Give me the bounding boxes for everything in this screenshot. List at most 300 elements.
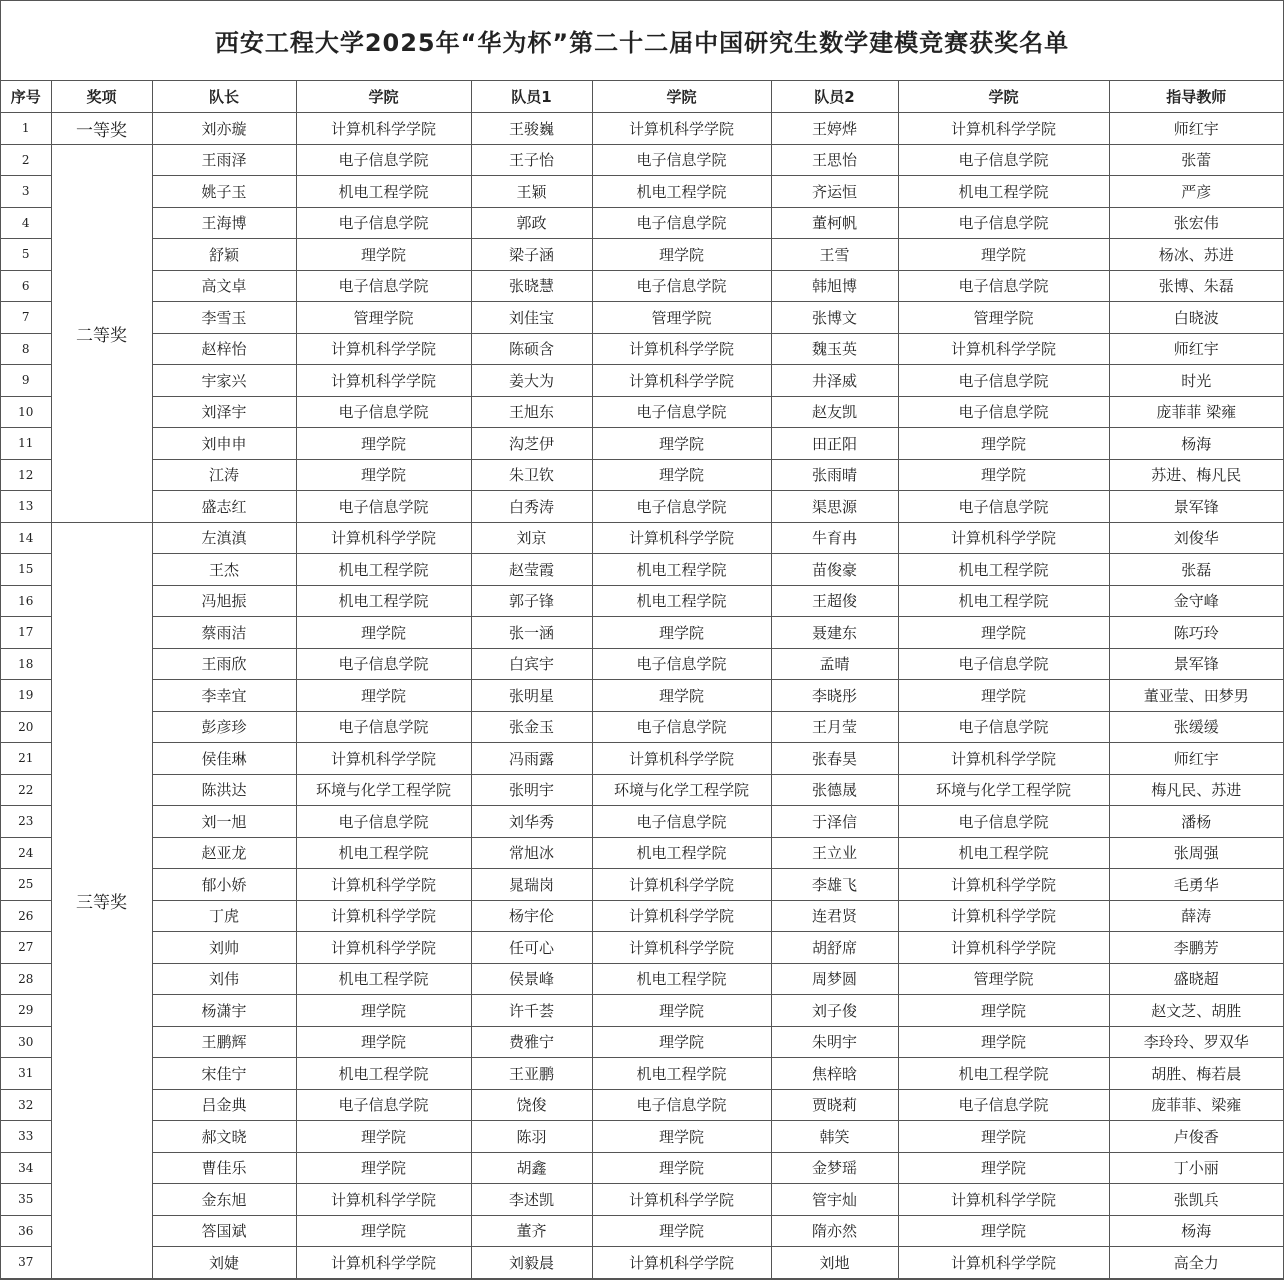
table-row xyxy=(1,932,1283,964)
captain-college-cell: 理学院 xyxy=(296,680,471,712)
seq-cell: 21 xyxy=(1,743,51,775)
member2-college-cell: 计算机科学学院 xyxy=(898,1247,1109,1279)
table-body xyxy=(1,113,1283,1279)
member1-cell: 白秀涛 xyxy=(471,491,592,523)
captain-college-cell: 计算机科学学院 xyxy=(296,522,471,554)
member2-cell: 张雨晴 xyxy=(771,459,898,491)
captain-cell: 王鹏辉 xyxy=(152,1026,296,1058)
member2-cell: 王雪 xyxy=(771,239,898,271)
captain-college-cell: 机电工程学院 xyxy=(296,176,471,208)
member2-college-cell: 电子信息学院 xyxy=(898,365,1109,397)
seq-cell: 33 xyxy=(1,1121,51,1153)
captain-cell: 左滇滇 xyxy=(152,522,296,554)
seq-cell: 8 xyxy=(1,333,51,365)
captain-cell: 侯佳琳 xyxy=(152,743,296,775)
member1-college-cell: 计算机科学学院 xyxy=(592,869,771,901)
member1-cell: 王亚鹏 xyxy=(471,1058,592,1090)
member1-cell: 王子怡 xyxy=(471,144,592,176)
member2-college-cell: 电子信息学院 xyxy=(898,144,1109,176)
member1-cell: 董齐 xyxy=(471,1215,592,1247)
member2-college-cell: 计算机科学学院 xyxy=(898,869,1109,901)
advisor-cell: 李鹏芳 xyxy=(1109,932,1283,964)
award-table xyxy=(1,81,1283,1279)
member2-college-cell: 电子信息学院 xyxy=(898,491,1109,523)
captain-cell: 王杰 xyxy=(152,554,296,586)
member2-cell: 李雄飞 xyxy=(771,869,898,901)
seq-cell: 25 xyxy=(1,869,51,901)
seq-cell: 35 xyxy=(1,1184,51,1216)
captain-college-cell: 机电工程学院 xyxy=(296,963,471,995)
advisor-cell: 梅凡民、苏进 xyxy=(1109,774,1283,806)
seq-cell: 18 xyxy=(1,648,51,680)
captain-cell: 赵亚龙 xyxy=(152,837,296,869)
member2-college-cell: 环境与化学工程学院 xyxy=(898,774,1109,806)
member1-cell: 刘华秀 xyxy=(471,806,592,838)
seq-cell: 32 xyxy=(1,1089,51,1121)
member2-college-cell: 电子信息学院 xyxy=(898,1089,1109,1121)
advisor-cell: 师红宇 xyxy=(1109,113,1283,145)
captain-cell: 陈洪达 xyxy=(152,774,296,806)
member1-college-cell: 理学院 xyxy=(592,239,771,271)
header-member2: 队员2 xyxy=(771,81,898,113)
member1-college-cell: 计算机科学学院 xyxy=(592,1247,771,1279)
seq-cell: 34 xyxy=(1,1152,51,1184)
member2-cell: 王超俊 xyxy=(771,585,898,617)
member1-college-cell: 计算机科学学院 xyxy=(592,932,771,964)
member1-college-cell: 理学院 xyxy=(592,459,771,491)
member1-cell: 常旭冰 xyxy=(471,837,592,869)
captain-college-cell: 理学院 xyxy=(296,617,471,649)
advisor-cell: 时光 xyxy=(1109,365,1283,397)
member1-college-cell: 计算机科学学院 xyxy=(592,333,771,365)
member2-college-cell: 电子信息学院 xyxy=(898,396,1109,428)
captain-college-cell: 计算机科学学院 xyxy=(296,743,471,775)
member2-cell: 苗俊豪 xyxy=(771,554,898,586)
header-captain: 队长 xyxy=(152,81,296,113)
captain-cell: 丁虎 xyxy=(152,900,296,932)
member1-cell: 冯雨露 xyxy=(471,743,592,775)
member2-cell: 齐运恒 xyxy=(771,176,898,208)
advisor-cell: 张博、朱磊 xyxy=(1109,270,1283,302)
member1-college-cell: 电子信息学院 xyxy=(592,648,771,680)
award-cell: 一等奖 xyxy=(51,113,152,145)
member1-college-cell: 机电工程学院 xyxy=(592,176,771,208)
captain-college-cell: 理学院 xyxy=(296,428,471,460)
table-row xyxy=(1,239,1283,271)
member2-cell: 李晓彤 xyxy=(771,680,898,712)
advisor-cell: 张周强 xyxy=(1109,837,1283,869)
advisor-cell: 张宏伟 xyxy=(1109,207,1283,239)
advisor-cell: 盛晓超 xyxy=(1109,963,1283,995)
advisor-cell: 张缓缓 xyxy=(1109,711,1283,743)
seq-cell: 20 xyxy=(1,711,51,743)
member2-cell: 韩笑 xyxy=(771,1121,898,1153)
seq-cell: 14 xyxy=(1,522,51,554)
advisor-cell: 苏进、梅凡民 xyxy=(1109,459,1283,491)
member2-college-cell: 管理学院 xyxy=(898,302,1109,334)
table-row xyxy=(1,522,1283,554)
table-row xyxy=(1,144,1283,176)
table-row xyxy=(1,270,1283,302)
table-row xyxy=(1,1089,1283,1121)
captain-cell: 李雪玉 xyxy=(152,302,296,334)
member1-cell: 王旭东 xyxy=(471,396,592,428)
captain-college-cell: 电子信息学院 xyxy=(296,270,471,302)
member1-college-cell: 电子信息学院 xyxy=(592,207,771,239)
header-member2-college: 学院 xyxy=(898,81,1109,113)
seq-cell: 10 xyxy=(1,396,51,428)
member2-cell: 隋亦然 xyxy=(771,1215,898,1247)
captain-cell: 刘帅 xyxy=(152,932,296,964)
member1-cell: 张明宇 xyxy=(471,774,592,806)
captain-college-cell: 计算机科学学院 xyxy=(296,900,471,932)
captain-college-cell: 计算机科学学院 xyxy=(296,365,471,397)
advisor-cell: 张磊 xyxy=(1109,554,1283,586)
member2-college-cell: 电子信息学院 xyxy=(898,711,1109,743)
header-captain-college: 学院 xyxy=(296,81,471,113)
seq-cell: 17 xyxy=(1,617,51,649)
member1-cell: 费雅宁 xyxy=(471,1026,592,1058)
seq-cell: 36 xyxy=(1,1215,51,1247)
captain-college-cell: 电子信息学院 xyxy=(296,648,471,680)
member2-college-cell: 理学院 xyxy=(898,239,1109,271)
member1-college-cell: 电子信息学院 xyxy=(592,1089,771,1121)
advisor-cell: 丁小丽 xyxy=(1109,1152,1283,1184)
captain-cell: 刘伟 xyxy=(152,963,296,995)
member2-college-cell: 理学院 xyxy=(898,1026,1109,1058)
captain-cell: 高文卓 xyxy=(152,270,296,302)
member1-college-cell: 理学院 xyxy=(592,1121,771,1153)
member1-college-cell: 计算机科学学院 xyxy=(592,1184,771,1216)
member1-cell: 任可心 xyxy=(471,932,592,964)
captain-cell: 王海博 xyxy=(152,207,296,239)
captain-college-cell: 计算机科学学院 xyxy=(296,1184,471,1216)
table-row xyxy=(1,333,1283,365)
advisor-cell: 赵文芝、胡胜 xyxy=(1109,995,1283,1027)
captain-cell: 江涛 xyxy=(152,459,296,491)
seq-cell: 37 xyxy=(1,1247,51,1279)
table-row xyxy=(1,900,1283,932)
award-cell: 二等奖 xyxy=(51,144,152,522)
captain-cell: 刘婕 xyxy=(152,1247,296,1279)
member1-college-cell: 理学院 xyxy=(592,1152,771,1184)
member1-college-cell: 机电工程学院 xyxy=(592,1058,771,1090)
captain-college-cell: 理学院 xyxy=(296,995,471,1027)
member1-cell: 张金玉 xyxy=(471,711,592,743)
captain-college-cell: 电子信息学院 xyxy=(296,207,471,239)
member2-cell: 管宇灿 xyxy=(771,1184,898,1216)
member1-college-cell: 计算机科学学院 xyxy=(592,522,771,554)
captain-cell: 刘申申 xyxy=(152,428,296,460)
header-advisor: 指导教师 xyxy=(1109,81,1283,113)
table-row xyxy=(1,207,1283,239)
table-row xyxy=(1,774,1283,806)
header-seq: 序号 xyxy=(1,81,51,113)
seq-cell: 29 xyxy=(1,995,51,1027)
table-row xyxy=(1,963,1283,995)
member2-college-cell: 机电工程学院 xyxy=(898,176,1109,208)
seq-cell: 19 xyxy=(1,680,51,712)
advisor-cell: 景军锋 xyxy=(1109,491,1283,523)
captain-college-cell: 理学院 xyxy=(296,1215,471,1247)
member2-cell: 张春昊 xyxy=(771,743,898,775)
seq-cell: 16 xyxy=(1,585,51,617)
captain-college-cell: 电子信息学院 xyxy=(296,491,471,523)
member1-college-cell: 电子信息学院 xyxy=(592,491,771,523)
member1-cell: 晁瑞岗 xyxy=(471,869,592,901)
advisor-cell: 庞菲菲、梁雍 xyxy=(1109,1089,1283,1121)
member1-college-cell: 计算机科学学院 xyxy=(592,743,771,775)
table-row xyxy=(1,1026,1283,1058)
member2-college-cell: 电子信息学院 xyxy=(898,207,1109,239)
table-row xyxy=(1,711,1283,743)
captain-college-cell: 理学院 xyxy=(296,1152,471,1184)
member1-cell: 胡鑫 xyxy=(471,1152,592,1184)
member1-cell: 郭政 xyxy=(471,207,592,239)
captain-college-cell: 电子信息学院 xyxy=(296,1089,471,1121)
seq-cell: 13 xyxy=(1,491,51,523)
member1-cell: 饶俊 xyxy=(471,1089,592,1121)
member2-college-cell: 理学院 xyxy=(898,617,1109,649)
member1-cell: 杨宇伦 xyxy=(471,900,592,932)
captain-cell: 吕金典 xyxy=(152,1089,296,1121)
advisor-cell: 杨冰、苏进 xyxy=(1109,239,1283,271)
member1-college-cell: 理学院 xyxy=(592,995,771,1027)
member1-cell: 刘佳宝 xyxy=(471,302,592,334)
advisor-cell: 庞菲菲 梁雍 xyxy=(1109,396,1283,428)
captain-college-cell: 电子信息学院 xyxy=(296,711,471,743)
captain-cell: 刘泽宇 xyxy=(152,396,296,428)
advisor-cell: 刘俊华 xyxy=(1109,522,1283,554)
seq-cell: 31 xyxy=(1,1058,51,1090)
member2-cell: 赵友凯 xyxy=(771,396,898,428)
captain-college-cell: 环境与化学工程学院 xyxy=(296,774,471,806)
captain-cell: 答国斌 xyxy=(152,1215,296,1247)
captain-college-cell: 理学院 xyxy=(296,239,471,271)
member1-cell: 梁子涵 xyxy=(471,239,592,271)
member1-college-cell: 机电工程学院 xyxy=(592,963,771,995)
table-row xyxy=(1,1152,1283,1184)
header-award: 奖项 xyxy=(51,81,152,113)
advisor-cell: 李玲玲、罗双华 xyxy=(1109,1026,1283,1058)
captain-cell: 杨潇宇 xyxy=(152,995,296,1027)
seq-cell: 7 xyxy=(1,302,51,334)
captain-college-cell: 机电工程学院 xyxy=(296,585,471,617)
member1-college-cell: 机电工程学院 xyxy=(592,554,771,586)
member1-college-cell: 理学院 xyxy=(592,617,771,649)
captain-cell: 刘亦璇 xyxy=(152,113,296,145)
member2-college-cell: 管理学院 xyxy=(898,963,1109,995)
member2-college-cell: 理学院 xyxy=(898,428,1109,460)
member2-college-cell: 电子信息学院 xyxy=(898,270,1109,302)
member2-cell: 张博文 xyxy=(771,302,898,334)
captain-college-cell: 电子信息学院 xyxy=(296,144,471,176)
member2-cell: 焦梓晗 xyxy=(771,1058,898,1090)
captain-cell: 盛志红 xyxy=(152,491,296,523)
seq-cell: 1 xyxy=(1,113,51,145)
member1-cell: 王颖 xyxy=(471,176,592,208)
advisor-cell: 潘杨 xyxy=(1109,806,1283,838)
seq-cell: 6 xyxy=(1,270,51,302)
table-row xyxy=(1,302,1283,334)
advisor-cell: 景军锋 xyxy=(1109,648,1283,680)
captain-cell: 蔡雨洁 xyxy=(152,617,296,649)
seq-cell: 23 xyxy=(1,806,51,838)
captain-cell: 曹佳乐 xyxy=(152,1152,296,1184)
member2-college-cell: 计算机科学学院 xyxy=(898,743,1109,775)
captain-cell: 宇家兴 xyxy=(152,365,296,397)
member2-cell: 聂建东 xyxy=(771,617,898,649)
table-row xyxy=(1,554,1283,586)
table-row xyxy=(1,617,1283,649)
advisor-cell: 师红宇 xyxy=(1109,333,1283,365)
captain-cell: 舒颖 xyxy=(152,239,296,271)
table-row xyxy=(1,113,1283,145)
captain-college-cell: 机电工程学院 xyxy=(296,554,471,586)
member1-college-cell: 电子信息学院 xyxy=(592,270,771,302)
captain-college-cell: 理学院 xyxy=(296,1026,471,1058)
captain-college-cell: 电子信息学院 xyxy=(296,806,471,838)
header-member1: 队员1 xyxy=(471,81,592,113)
member1-college-cell: 机电工程学院 xyxy=(592,585,771,617)
member2-cell: 渠思源 xyxy=(771,491,898,523)
member2-cell: 牛育冉 xyxy=(771,522,898,554)
member2-cell: 王思怡 xyxy=(771,144,898,176)
table-row xyxy=(1,1121,1283,1153)
advisor-cell: 严彦 xyxy=(1109,176,1283,208)
member1-cell: 郭子锋 xyxy=(471,585,592,617)
member1-cell: 刘京 xyxy=(471,522,592,554)
member2-cell: 王立业 xyxy=(771,837,898,869)
advisor-cell: 杨海 xyxy=(1109,1215,1283,1247)
captain-cell: 姚子玉 xyxy=(152,176,296,208)
table-row xyxy=(1,176,1283,208)
member2-college-cell: 机电工程学院 xyxy=(898,1058,1109,1090)
member1-college-cell: 机电工程学院 xyxy=(592,837,771,869)
table-row xyxy=(1,648,1283,680)
captain-college-cell: 机电工程学院 xyxy=(296,837,471,869)
member2-cell: 王月莹 xyxy=(771,711,898,743)
advisor-cell: 师红宇 xyxy=(1109,743,1283,775)
seq-cell: 24 xyxy=(1,837,51,869)
table-row xyxy=(1,396,1283,428)
member2-cell: 连君贤 xyxy=(771,900,898,932)
table-row xyxy=(1,869,1283,901)
captain-cell: 王雨欣 xyxy=(152,648,296,680)
member1-cell: 陈硕含 xyxy=(471,333,592,365)
table-header-row xyxy=(1,81,1283,113)
captain-cell: 刘一旭 xyxy=(152,806,296,838)
advisor-cell: 胡胜、梅若晨 xyxy=(1109,1058,1283,1090)
table-row xyxy=(1,1215,1283,1247)
captain-college-cell: 电子信息学院 xyxy=(296,396,471,428)
member2-college-cell: 理学院 xyxy=(898,1215,1109,1247)
captain-cell: 郝文晓 xyxy=(152,1121,296,1153)
member2-cell: 刘地 xyxy=(771,1247,898,1279)
member1-college-cell: 环境与化学工程学院 xyxy=(592,774,771,806)
seq-cell: 12 xyxy=(1,459,51,491)
table-row xyxy=(1,459,1283,491)
captain-college-cell: 理学院 xyxy=(296,1121,471,1153)
table-row xyxy=(1,428,1283,460)
seq-cell: 3 xyxy=(1,176,51,208)
advisor-cell: 杨海 xyxy=(1109,428,1283,460)
captain-cell: 宋佳宁 xyxy=(152,1058,296,1090)
table-row xyxy=(1,365,1283,397)
member1-college-cell: 计算机科学学院 xyxy=(592,365,771,397)
seq-cell: 26 xyxy=(1,900,51,932)
captain-college-cell: 计算机科学学院 xyxy=(296,333,471,365)
member1-college-cell: 理学院 xyxy=(592,428,771,460)
table-row xyxy=(1,806,1283,838)
table-row xyxy=(1,585,1283,617)
member2-cell: 于泽信 xyxy=(771,806,898,838)
member1-cell: 张一涵 xyxy=(471,617,592,649)
member2-college-cell: 计算机科学学院 xyxy=(898,522,1109,554)
member2-cell: 董柯帆 xyxy=(771,207,898,239)
table-row xyxy=(1,1184,1283,1216)
captain-college-cell: 理学院 xyxy=(296,459,471,491)
header-member1-college: 学院 xyxy=(592,81,771,113)
member1-college-cell: 电子信息学院 xyxy=(592,806,771,838)
advisor-cell: 金守峰 xyxy=(1109,585,1283,617)
captain-college-cell: 计算机科学学院 xyxy=(296,1247,471,1279)
member2-cell: 韩旭博 xyxy=(771,270,898,302)
advisor-cell: 陈巧玲 xyxy=(1109,617,1283,649)
member1-cell: 张晓慧 xyxy=(471,270,592,302)
member2-college-cell: 电子信息学院 xyxy=(898,648,1109,680)
table-row xyxy=(1,837,1283,869)
member2-college-cell: 计算机科学学院 xyxy=(898,1184,1109,1216)
member2-college-cell: 机电工程学院 xyxy=(898,554,1109,586)
member2-college-cell: 理学院 xyxy=(898,459,1109,491)
member2-cell: 刘子俊 xyxy=(771,995,898,1027)
captain-cell: 李幸宜 xyxy=(152,680,296,712)
seq-cell: 30 xyxy=(1,1026,51,1058)
table-row xyxy=(1,1247,1283,1279)
member2-college-cell: 机电工程学院 xyxy=(898,837,1109,869)
member2-cell: 金梦瑶 xyxy=(771,1152,898,1184)
member1-cell: 姜大为 xyxy=(471,365,592,397)
award-cell: 三等奖 xyxy=(51,522,152,1278)
table-row xyxy=(1,680,1283,712)
member2-cell: 张德晟 xyxy=(771,774,898,806)
member1-college-cell: 电子信息学院 xyxy=(592,144,771,176)
member2-college-cell: 理学院 xyxy=(898,1152,1109,1184)
member2-cell: 孟晴 xyxy=(771,648,898,680)
member2-cell: 周梦圆 xyxy=(771,963,898,995)
seq-cell: 9 xyxy=(1,365,51,397)
member1-college-cell: 理学院 xyxy=(592,680,771,712)
table-row xyxy=(1,1058,1283,1090)
captain-cell: 彭彦珍 xyxy=(152,711,296,743)
member1-cell: 侯景峰 xyxy=(471,963,592,995)
member1-college-cell: 理学院 xyxy=(592,1215,771,1247)
captain-college-cell: 机电工程学院 xyxy=(296,1058,471,1090)
captain-cell: 郁小娇 xyxy=(152,869,296,901)
member1-cell: 沟芝伊 xyxy=(471,428,592,460)
member1-college-cell: 计算机科学学院 xyxy=(592,113,771,145)
member1-cell: 张明星 xyxy=(471,680,592,712)
member2-cell: 朱明宇 xyxy=(771,1026,898,1058)
captain-cell: 冯旭振 xyxy=(152,585,296,617)
member2-college-cell: 计算机科学学院 xyxy=(898,932,1109,964)
seq-cell: 15 xyxy=(1,554,51,586)
member1-cell: 赵莹霞 xyxy=(471,554,592,586)
member1-college-cell: 管理学院 xyxy=(592,302,771,334)
member1-cell: 李述凯 xyxy=(471,1184,592,1216)
seq-cell: 5 xyxy=(1,239,51,271)
